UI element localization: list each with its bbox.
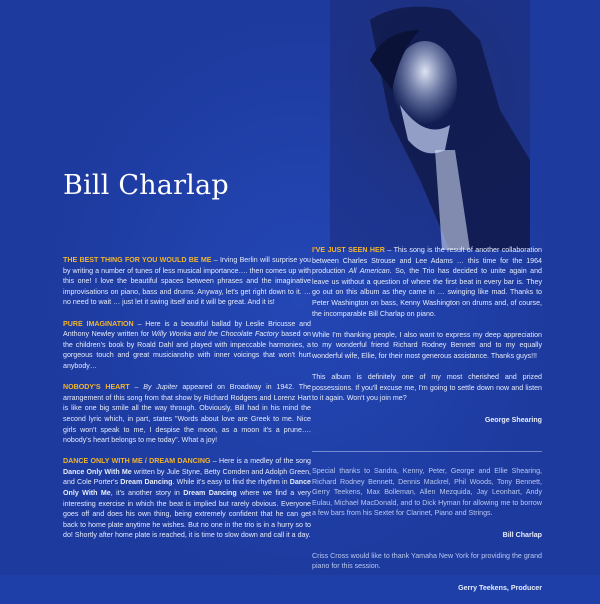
- bold-song: Dance Only With Me: [63, 467, 132, 476]
- paragraph-best-thing: [63, 255, 311, 308]
- paragraph-dance-only: [63, 456, 311, 541]
- paragraph-text: written by Jule Styne, Betty Comden and Adolph Green, and Cole Porter's: [63, 467, 311, 487]
- paragraph-closing: This album is definitely one of my most cherished and prized possessions. If you'll excuse me, I'm going to settle down now and listen to it again. Won't you join me?: [312, 373, 542, 403]
- paragraph-nobodys-heart: [63, 382, 311, 446]
- song-heading: NOBODY'S HEART: [63, 383, 130, 392]
- paragraph-text: – Irving Berlin will surprise you by writing a number of tunes of less musical importance…. then comes up with this one! I love the beautiful spaces between phrases and the imaginative improvisations on piano, bass and drums. Anyway, let's get right down to it. … no need to wait … just let it swing itself and it will be great. And it is!: [63, 256, 311, 307]
- paragraph-pure-imagination: [63, 319, 311, 372]
- bold-song: Dance Only With Me: [63, 478, 311, 498]
- paragraph-text: – This song is the result of another collaboration between Charles Strouse and Lee Adams … this time for the 1964 production: [312, 246, 542, 276]
- left-column: [63, 255, 311, 552]
- title-reference: All American: [348, 267, 390, 276]
- paragraph-text: – Here is a medley of the song: [210, 457, 311, 466]
- divider: [312, 451, 542, 452]
- paragraph-text: . While it's easy to find the rhythm in: [172, 478, 290, 487]
- pianist-photo: [330, 0, 530, 250]
- song-heading: I'VE JUST SEEN HER: [312, 246, 385, 254]
- title-reference: By Jupiter: [143, 383, 178, 392]
- label-thanks: Criss Cross would like to thank Yamaha New York for providing the grand piano for this session.: [312, 551, 542, 571]
- page-title: Bill Charlap: [63, 170, 229, 201]
- signature-george-shearing: George Shearing: [484, 415, 542, 424]
- paragraph-text: where we find a very interesting exercise in which the beat is implied but rarely obvious. Everyone goes off and does his own thing, being extremely confident that he can get back to home plate anytime he wishes. But no one in the trio is in a hurry so to do! Shortly after home plate is reached, it is time to slow down and call it a day.: [63, 489, 311, 540]
- paragraph-text: –: [129, 383, 144, 392]
- bold-song: Dream Dancing: [120, 478, 173, 487]
- paragraph-text: based on the children's book by Roald Dahl and played with impeccable harmonies, a gorgeous touch and great musicianship with inner voicings that won't hurt anybody…: [63, 330, 311, 370]
- bold-song: Dream Dancing: [183, 489, 237, 498]
- song-heading: PURE IMAGINATION: [63, 319, 134, 328]
- paragraph-thanks-people: While I'm thanking people, I also want to express my deep appreciation to my wonderful friend Richard Rodney Bennett and to my equally wonderful wife, Ellie, for their most generous assistance. Thanks guys!!!: [312, 330, 542, 360]
- paragraph-text: , it's another story in: [110, 489, 184, 498]
- paragraph-just-seen-her: [312, 245, 542, 319]
- paragraph-text: . So, the Trio has decided to unite again and leave us without a question of where the first beat in every bar is. They go out on this album as they came in … swinging like mad. Thanks to Peter Washington on bass, Kenny Washington on drums and, of course, the incomparable Bill Charlap on piano.: [312, 267, 542, 318]
- special-thanks: Special thanks to Sandra, Kenny, Peter, George and Ellie Shearing, Richard Rodney Bennett, Dennis Mackrel, Phil Woods, Tony Bennett, Gerry Teekens, Max Bolleman, Allen Mezquida, Jay Leonhart, Andy Eulau, Michael MacDonald, and to Dick Hyman for allowing me to borrow a few bars from his Sextet for Clarinet, Piano and Strings.: [312, 467, 542, 518]
- paragraph-text: – Here is a beautiful ballad by Leslie Bricusse and Anthony Newley written for: [63, 319, 311, 339]
- signature-producer: Gerry Teekens, Producer: [458, 583, 542, 592]
- paragraph-text: appeared on Broadway in 1942. The arrangement of this song from that show by Richard Rodgers and Lorenz Hart is like one big smile all the way through. Obviously, Bill had in his mind the second lyric which, in part, states "Words about love are Greek to me. Nice girls won't speak to me, I despise the moon, as a moon it's a prune…. nobody's heart belongs to me today". What a joy!: [63, 383, 311, 445]
- title-reference: Willy Wonka and the Chocolate Factory: [151, 330, 279, 339]
- signature-bill-charlap: Bill Charlap: [502, 530, 542, 539]
- song-heading: THE BEST THING FOR YOU WOULD BE ME: [63, 256, 212, 264]
- right-column: [312, 245, 542, 604]
- song-heading: DANCE ONLY WITH ME / DREAM DANCING: [63, 457, 211, 466]
